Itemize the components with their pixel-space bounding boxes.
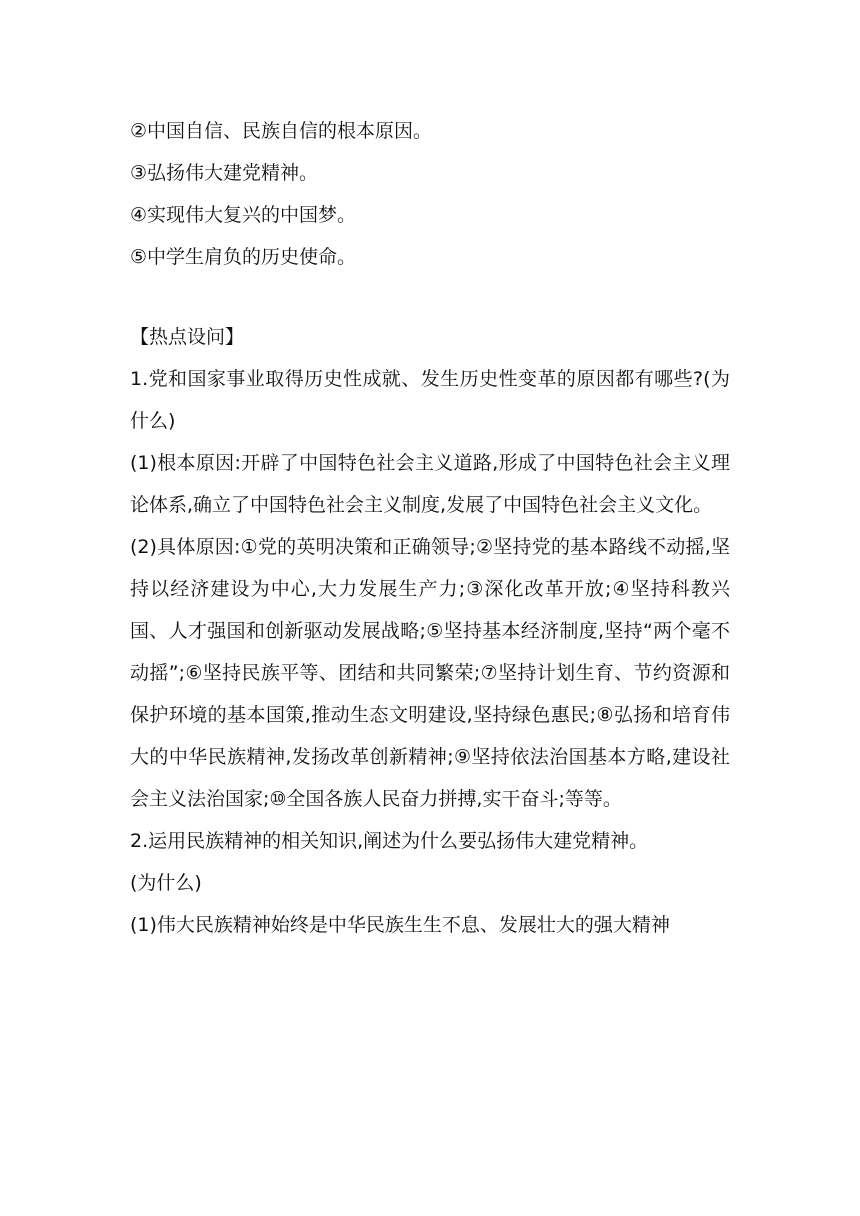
question-2-tag: (为什么) [130, 872, 202, 894]
question-1: 1.党和国家事业取得历史性成就、发生历史性变革的原因都有哪些?(为什么) [130, 368, 730, 432]
list-item-3: ③弘扬伟大建党精神。 [130, 162, 319, 184]
answer-2-point-1: (1)伟大民族精神始终是中华民族生生不息、发展壮大的强大精神 [130, 914, 670, 936]
answer-1-root-cause: (1)根本原因:开辟了中国特色社会主义道路,形成了中国特色社会主义理论体系,确立了中国特色社会主义制度,发展了中国特色社会主义文化。 [130, 452, 730, 516]
answer-1-specific-causes: (2)具体原因:①党的英明决策和正确领导;②坚持党的基本路线不动摇,坚持以经济建设为中心,大力发展生产力;③深化改革开放;④坚持科教兴国、人才强国和创新驱动发展战略;⑤坚持基本经济制度,坚持“两个毫不动摇”;⑥坚持民族平等、团结和共同繁荣;⑦坚持计划生育、节约资源和保护环境的基本国策,推动生态文明建设,坚持绿色惠民;⑧弘扬和培育伟大的中华民族精神,发扬改革创新精神;⑨坚持依法治国基本方略,建设社会主义法治国家;⑩全国各族人民奋力拼搏,实干奋斗;等等。 [130, 536, 730, 810]
document-body [130, 110, 730, 946]
list-item-4: ④实现伟大复兴的中国梦。 [130, 204, 357, 226]
list-item-5: ⑤中学生肩负的历史使命。 [130, 246, 357, 268]
spacer [130, 278, 730, 316]
question-2: 2.运用民族精神的相关知识,阐述为什么要弘扬伟大建党精神。 [130, 830, 649, 852]
section-heading: 【热点设问】 [130, 326, 245, 348]
list-item-2: ②中国自信、民族自信的根本原因。 [130, 120, 433, 142]
